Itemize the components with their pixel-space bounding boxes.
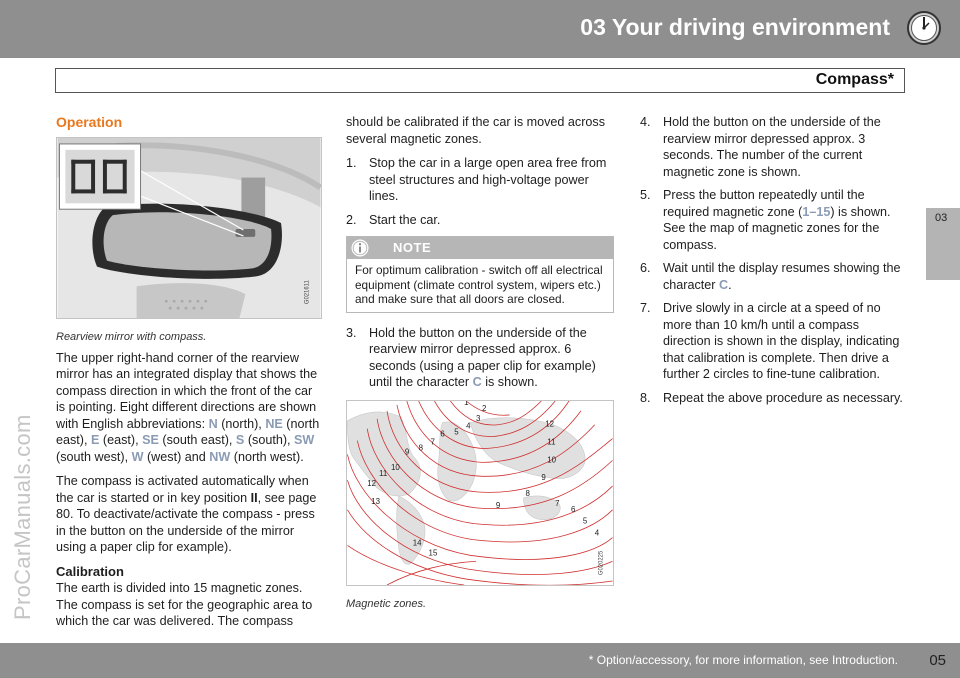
- note-text: For optimum calibration - switch off all electrical equipment (climate control system, wipers etc.) and make sure that all doors are closed.: [355, 263, 603, 307]
- step-4: 4. Hold the button on the underside of the rearview mirror depressed approx. 3 seconds. The number of the current magnetic zone is shown.: [640, 115, 881, 179]
- svg-text:12: 12: [545, 419, 555, 429]
- map-caption: Magnetic zones.: [346, 598, 427, 611]
- svg-text:12: 12: [367, 478, 377, 488]
- section-title-box: [55, 68, 905, 93]
- step-2: 2. Start the car.: [346, 212, 441, 227]
- column-2: [346, 114, 614, 617]
- svg-text:15: 15: [428, 548, 438, 558]
- step-7: 7. Drive slowly in a circle at a speed of no more than 10 km/h until a compass direction is shown in the display, indicating that calibration is complete. Then drive a further 2 circles to fine-tune calibration.: [640, 301, 900, 381]
- svg-text:13: 13: [371, 496, 380, 506]
- svg-text:14: 14: [412, 538, 422, 548]
- svg-text:9: 9: [404, 447, 410, 457]
- section-title: Compass*: [815, 71, 894, 88]
- map-code: G020225: [598, 550, 605, 575]
- step-1: 1. Stop the car in a large open area free from steel structures and high-voltage power lines.: [346, 156, 607, 203]
- zones-paragraph: The earth is divided into 15 magnetic zones. The compass is set for the geographic area to which the car was delivered. The compass: [56, 581, 313, 628]
- svg-text:6: 6: [571, 504, 576, 514]
- note-header: [347, 237, 613, 259]
- step-5: 5. Press the button repeatedly until the required magnetic zone (1–15) is shown. See the map of magnetic zones for the compass.: [640, 188, 891, 252]
- svg-text:8: 8: [525, 488, 530, 498]
- mirror-caption: Rearview mirror with compass.: [56, 331, 207, 343]
- calibration-intro: should be calibrated if the car is moved across several magnetic zones.: [346, 115, 606, 146]
- svg-text:5: 5: [582, 516, 588, 526]
- svg-text:3: 3: [476, 413, 481, 423]
- svg-text:10: 10: [390, 463, 400, 473]
- step-8: 8. Repeat the above procedure as necessary.: [640, 390, 903, 405]
- note-title: NOTE: [393, 240, 432, 255]
- calibration-heading: Calibration: [56, 563, 124, 579]
- svg-text:2: 2: [481, 403, 487, 413]
- svg-text:10: 10: [547, 455, 557, 465]
- chapter-side-tab-label: 03: [935, 212, 948, 224]
- figure-code: G021611: [304, 279, 311, 304]
- steps-list-1: [346, 155, 614, 228]
- svg-text:11: 11: [379, 468, 388, 478]
- svg-text:4: 4: [466, 421, 471, 431]
- svg-text:5: 5: [454, 427, 459, 437]
- note-box: [346, 236, 614, 313]
- compass-icon: [906, 10, 942, 46]
- direction-paragraph: The upper right-hand corner of the rearview mirror has an integrated display that shows the compass direction in which the front of the car is pointing. Eight different directions are shown with English abbreviations: N (north), NE (north east), E (east), SE (south east), S (south), SW (south west), W (west) and NW (north west).: [56, 350, 320, 464]
- column-3: [640, 114, 908, 413]
- info-icon: [351, 239, 369, 257]
- svg-text:6: 6: [440, 429, 445, 439]
- activation-paragraph: The compass is activated automatically when the car is started or in key position II, see page 80. To deactivate/activate the compass - press in the button on the underside of the mirror using a paper clip for example).: [56, 474, 317, 554]
- svg-text:7: 7: [555, 498, 560, 508]
- step-3: 3. Hold the button on the underside of the rearview mirror depressed approx. 6 seconds (using a paper clip for example) until the character C is shown.: [346, 325, 596, 390]
- svg-text:4: 4: [594, 528, 600, 538]
- steps-list-2: [346, 325, 614, 391]
- svg-text:9: 9: [541, 472, 546, 482]
- svg-text:11: 11: [547, 437, 556, 447]
- operation-heading: Operation: [56, 114, 123, 130]
- step-6: 6. Wait until the display resumes showing the character C.: [640, 261, 901, 292]
- steps-list-3: [640, 114, 908, 406]
- page-number: 05: [929, 652, 946, 669]
- svg-text:8: 8: [418, 443, 424, 453]
- watermark: ProCarManuals.com: [10, 414, 35, 620]
- column-1: [56, 114, 322, 638]
- mirror-display: [235, 228, 255, 236]
- svg-text:9: 9: [495, 500, 501, 510]
- rearview-mirror-figure: [56, 137, 322, 319]
- chapter-title: 03 Your driving environment: [580, 14, 890, 40]
- footnote: * Option/accessory, for more information, see Introduction.: [588, 653, 898, 667]
- magnetic-zones-map: [346, 400, 614, 586]
- svg-text:1: 1: [464, 399, 469, 407]
- svg-text:7: 7: [430, 437, 435, 447]
